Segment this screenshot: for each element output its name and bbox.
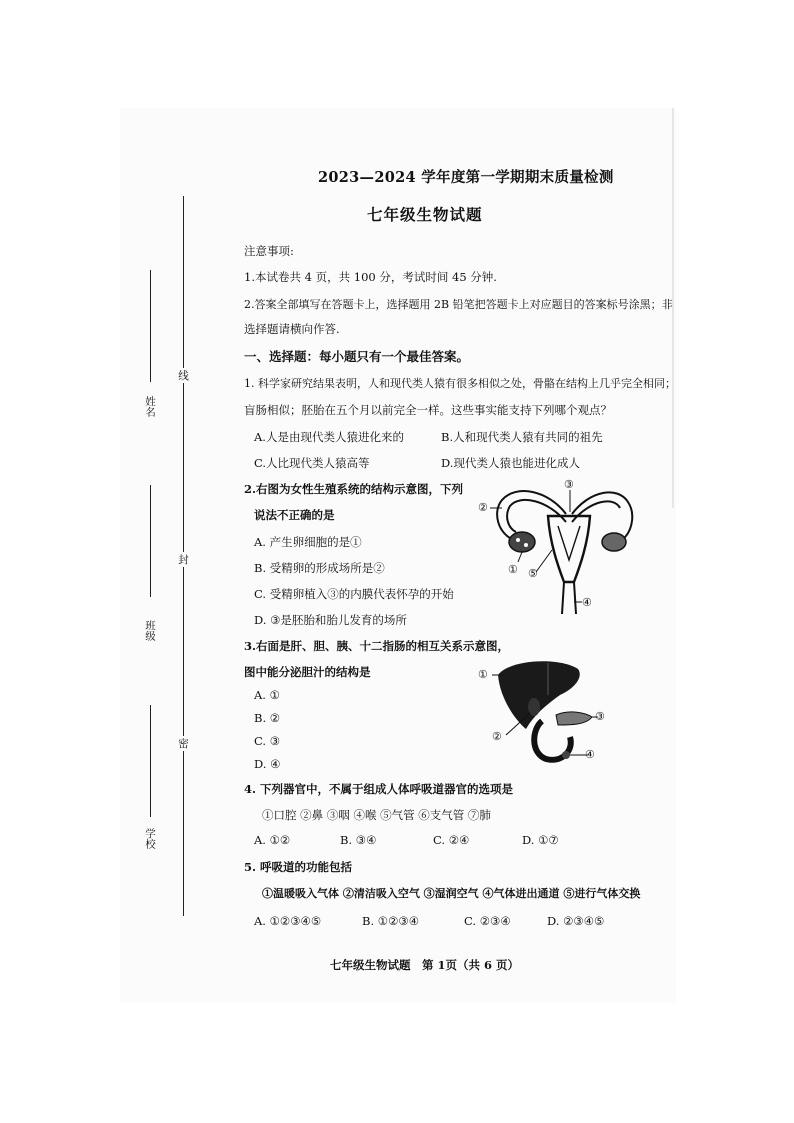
q4-option-d[interactable]: D. ①⑦ [522,833,559,847]
class-blank[interactable] [150,485,151,597]
q4-option-c[interactable]: C. ②④ [433,833,470,847]
q3-label-3: ③ [595,710,605,723]
q1-option-d[interactable]: D.现代类人猿也能进化成人 [441,456,580,470]
q4-option-a[interactable]: A. ①② [254,833,291,847]
q3-label-4: ④ [585,748,595,761]
notice-item-2a: 2.答案全部填写在答题卡上，选择题用 2B 铅笔把答题卡上对应题目的答案标号涂黑；非 [244,298,673,311]
q2-stem-line1: 2.右图为女性生殖系统的结构示意图，下列 [244,482,464,496]
q5-option-d[interactable]: D. ②③④⑤ [547,914,605,928]
q2-stem-line2: 说法不正确的是 [254,508,335,522]
q1-option-a[interactable]: A.人是由现代类人猿进化来的 [254,430,404,444]
exam-title: 2023—2024 学年度第一学期期末质量检测 [318,169,614,186]
name-label: 姓名 [144,396,156,417]
q4-stem: 4. 下列器官中，不属于组成人体呼吸道器官的选项是 [244,782,514,796]
q2-option-b[interactable]: B. 受精卵的形成场所是② [254,561,385,575]
q5-items: ①温暖吸入气体 ②清洁吸入空气 ③湿润空气 ④气体进出通道 ⑤进行气体交换 [262,887,641,900]
q5-option-c[interactable]: C. ②③④ [464,914,511,928]
q3-stem-line1: 3.右面是肝、胆、胰、十二指肠的相互关系示意图， [244,639,510,653]
seal-char-feng: 封 [177,554,189,565]
school-label: 学校 [144,828,156,849]
q3-stem-line2: 图中能分泌胆汁的结构是 [244,665,371,679]
q4-items: ①口腔 ②鼻 ③咽 ④喉 ⑤气管 ⑥支气管 ⑦肺 [262,808,491,822]
seal-char-line: 线 [177,370,189,381]
q2-label-4: ④ [582,596,592,609]
q1-stem-line1: 1. 科学家研究结果表明，人和现代类人猿有很多相似之处，骨骼在结构上几乎完全相同； [244,377,676,390]
school-blank[interactable] [150,705,151,817]
female-reproductive-diagram [486,478,636,618]
q3-option-c[interactable]: C. ③ [254,734,281,748]
page-footer: 七年级生物试题 第 1页（共 6 页） [330,958,520,972]
class-label: 班级 [144,620,156,641]
q3-label-1: ① [478,668,488,681]
name-blank[interactable] [150,270,151,382]
notice-item-1: 1.本试卷共 4 页，共 100 分，考试时间 45 分钟. [244,270,497,284]
section-heading: 一、选择题：每小题只有一个最佳答案。 [244,349,470,364]
q3-label-2: ② [492,730,502,743]
q3-option-d[interactable]: D. ④ [254,757,281,771]
q3-option-b[interactable]: B. ② [254,711,281,725]
q2-label-1: ① [508,563,518,576]
q3-option-a[interactable]: A. ① [254,688,280,702]
q1-option-c[interactable]: C.人比现代类人猿高等 [254,456,370,470]
q4-option-b[interactable]: B. ③④ [340,833,377,847]
notice-heading: 注意事项: [244,244,294,258]
q2-label-5: ⑤ [528,567,538,580]
q1-option-b[interactable]: B.人和现代类人猿有共同的祖先 [441,430,603,444]
q5-stem: 5. 呼吸道的功能包括 [244,860,353,874]
q1-stem-line2: 盲肠相似；胚胎在五个月以前完全一样。这些事实能支持下列哪个观点？ [244,403,612,417]
q2-label-3: ③ [564,478,574,491]
q5-option-b[interactable]: B. ①②③④ [362,914,420,928]
q2-label-2: ② [478,501,488,514]
q2-option-d[interactable]: D. ③是胚胎和胎儿发育的场所 [254,613,407,627]
exam-subtitle: 七年级生物试题 [367,205,483,224]
seal-char-mi: 密 [177,738,189,749]
q2-option-a[interactable]: A. 产生卵细胞的是① [254,535,362,549]
q2-option-c[interactable]: C. 受精卵植入③的内膜代表怀孕的开始 [254,587,454,601]
notice-item-2b: 选择题请横向作答. [244,322,340,336]
q5-option-a[interactable]: A. ①②③④⑤ [254,914,322,928]
